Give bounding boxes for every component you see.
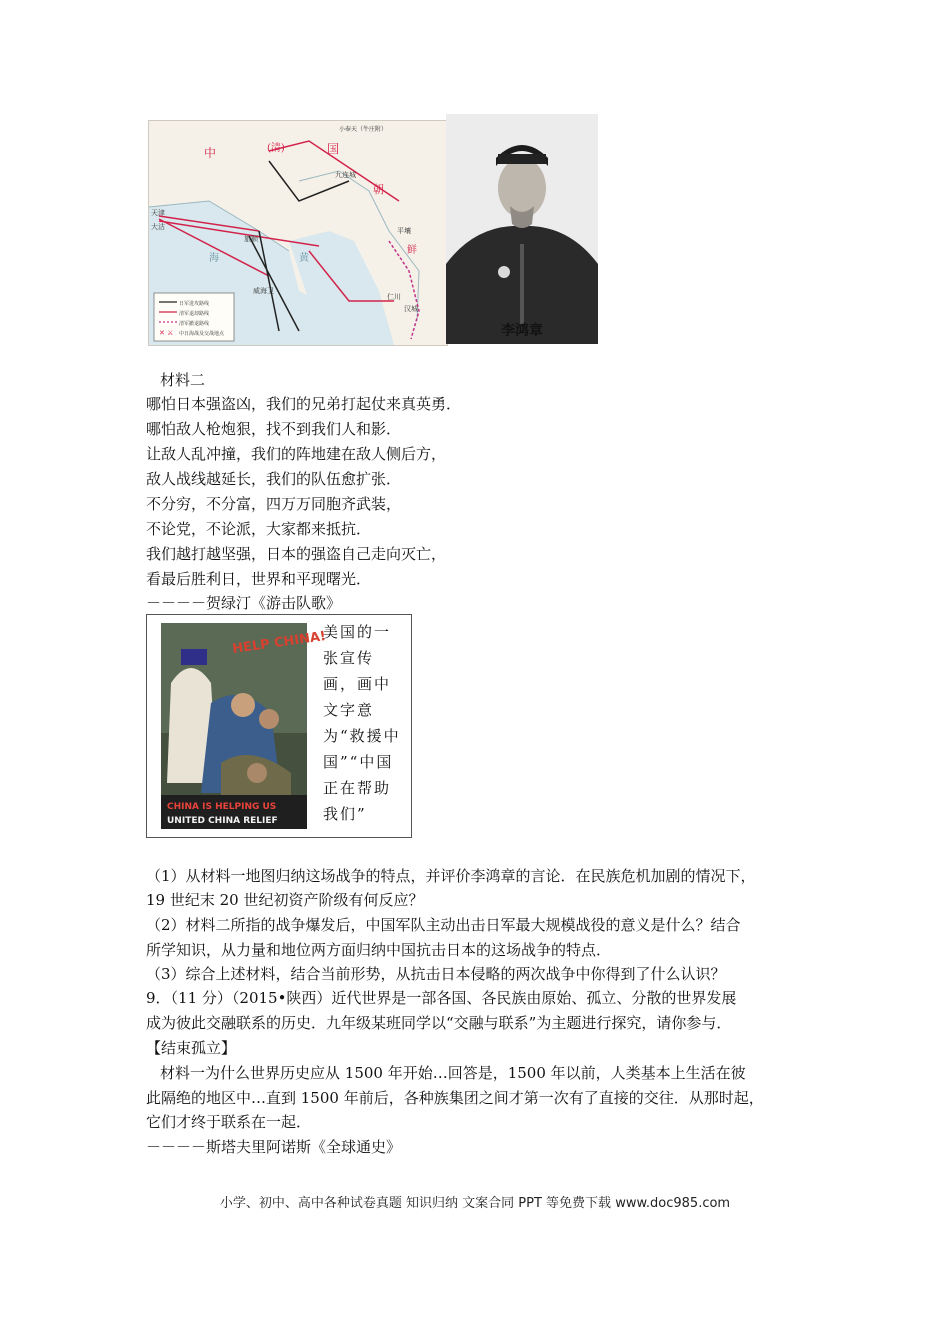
svg-text:✕ ⚔: ✕ ⚔ xyxy=(159,329,174,337)
poster-bottom-1: CHINA IS HELPING US xyxy=(167,802,277,812)
item9-line-1: 9．（11 分）（2015•陕西）近代世界是一部各国、各民族由原始、孤立、分散的世界发展 xyxy=(146,989,737,1007)
q3-line: （3）综合上述材料，结合当前形势，从抗击日本侵略的两次战争中你得到了什么认识？ xyxy=(146,965,726,983)
item9-line-2: 成为彼此交融联系的历史．九年级某班同学以“交融与联系”为主题进行探究，请你参与． xyxy=(146,1014,732,1032)
map-label-renchuan: 仁川 xyxy=(387,293,401,301)
q2-line-2: 所学知识，从力量和地位两方面归纳中国抗击日本的这场战争的特点． xyxy=(146,941,612,959)
item9-heading: 【结束孤立】 xyxy=(146,1039,237,1057)
map-label-xian: 鲜 xyxy=(407,245,417,256)
map-label-weihaiwei: 威海卫 xyxy=(253,287,274,295)
song-line-2: 哪怕敌人枪炮狠，找不到我们人和影． xyxy=(146,420,402,438)
map-label-chao: 朝 xyxy=(373,183,384,196)
map-label-shilin: 小奉天（牛庄附） xyxy=(339,126,388,133)
poster-drawing xyxy=(161,623,327,829)
song-line-3: 让敌人乱冲撞，我们的阵地建在敌人侧后方， xyxy=(146,445,447,463)
map-label-qing: (清) xyxy=(267,143,285,154)
map-label-china: 中 xyxy=(204,146,217,160)
map-label-pingrang: 平壤 xyxy=(397,227,411,235)
poster-bottom-2: UNITED CHINA RELIEF xyxy=(167,816,278,826)
portrait-drawing xyxy=(446,114,598,344)
song-line-1: 哪怕日本强盗凶，我们的兄弟打起仗来真英勇． xyxy=(146,395,462,413)
poster-figure xyxy=(146,614,412,838)
poster-image xyxy=(161,623,327,829)
map-label-dagu: 大沽 xyxy=(151,223,165,231)
poster-note: 美国的一张宣传画，画中文字意为“救援中国”“中国正在帮助我们” xyxy=(323,623,401,823)
q1-line-2: 19 世纪末 20 世纪初资产阶级有何反应？ xyxy=(146,891,424,909)
item9-material1-line-3: 它们才终于联系在一起． xyxy=(146,1113,312,1131)
map-label-lushun: 旅顺 xyxy=(244,235,258,243)
song-source: －－－－贺绿汀《游击队歌》 xyxy=(146,594,342,612)
portrait-li-hongzhang xyxy=(446,114,598,344)
item9-material1-line-2: 此隔绝的地区中…直到 1500 年前后，各种族集团之间才第一次有了直接的交往．从那时起， xyxy=(146,1089,764,1107)
map-legend-4: 中日海战及交战地点 xyxy=(179,331,225,337)
item9-material1-line-1: 材料一为什么世界历史应从 1500 年开始…回答是，1500 年以前，人类基本上生活在彼 xyxy=(160,1064,746,1082)
map-legend-2: 清军退却路线 xyxy=(179,311,210,317)
song-line-4: 敌人战线越延长，我们的队伍愈扩张． xyxy=(146,470,402,488)
q2-line-1: （2）材料二所指的战争爆发后，中国军队主动出击日军最大规模战役的意义是什么？结合 xyxy=(146,916,741,934)
song-line-7: 我们越打越坚强，日本的强盗自己走向灭亡， xyxy=(146,545,447,563)
poster-help-text: HELP CHINA! xyxy=(231,628,327,657)
q1-line-1: （1）从材料一地图归纳这场战争的特点，并评价李鸿章的言论．在民族危机加剧的情况下， xyxy=(146,867,756,885)
war-map xyxy=(148,120,448,346)
map-label-yalu: 九连城 xyxy=(335,171,356,179)
page-footer: 小学、初中、高中各种试卷真题 知识归纳 文案合同 PPT 等免费下载 www.doc985.com xyxy=(219,1196,731,1211)
map-label-hancheng: 汉城 xyxy=(404,305,418,313)
map-legend-1: 日军进攻路线 xyxy=(179,301,210,307)
material2-title: 材料二 xyxy=(160,371,206,389)
song-line-5: 不分穷，不分富，四万万同胞齐武装， xyxy=(146,495,402,513)
map-label-hai: 海 xyxy=(209,253,219,264)
item9-source: －－－－斯塔夫里阿诺斯《全球通史》 xyxy=(146,1138,402,1156)
song-line-6: 不论党，不论派，大家都来抵抗． xyxy=(146,520,372,538)
portrait-caption: 李鸿章 xyxy=(501,323,543,339)
map-legend-3: 清军撤退路线 xyxy=(179,321,210,327)
map-label-tianjin: 天津 xyxy=(151,209,165,217)
song-line-8: 看最后胜利日，世界和平现曙光． xyxy=(146,570,372,588)
map-label-huang: 黄 xyxy=(299,253,309,264)
map-label-guo: 国 xyxy=(327,142,340,156)
war-map-drawing xyxy=(149,121,447,345)
